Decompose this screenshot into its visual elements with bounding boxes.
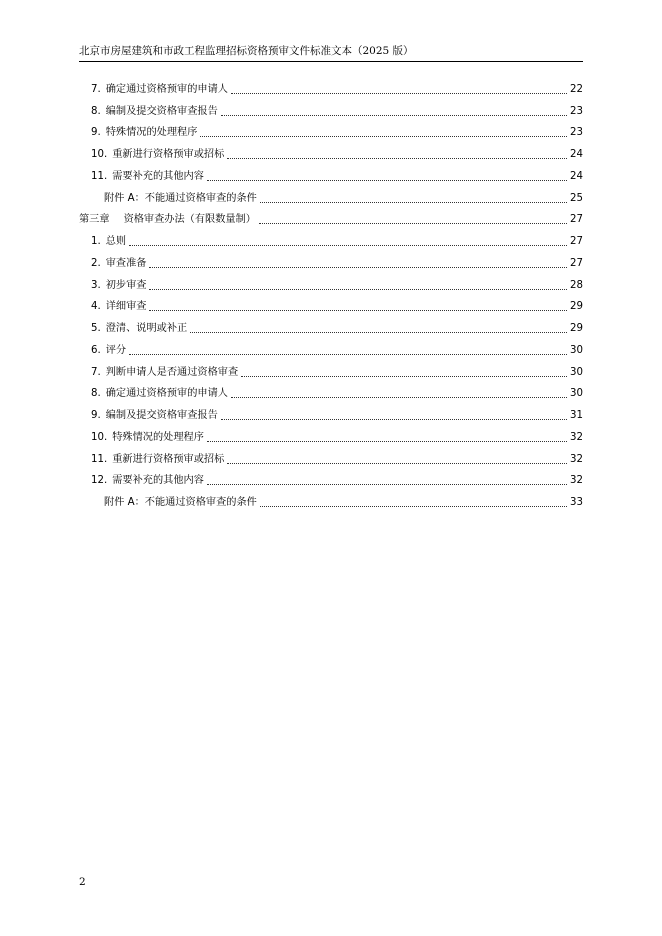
- toc-entry-title: 编制及提交资格审查报告: [105, 410, 218, 421]
- dot-leader: [129, 353, 567, 355]
- dot-leader: [149, 288, 567, 290]
- table-of-contents: [79, 75, 583, 510]
- toc-entry-page: 32: [570, 453, 583, 465]
- toc-entry-page: 32: [570, 475, 583, 487]
- toc-entry-page: 28: [570, 279, 583, 291]
- dot-leader: [260, 505, 567, 507]
- toc-entry-title: 特殊情况的处理程序: [112, 431, 204, 443]
- dot-leader: [260, 201, 567, 203]
- toc-entry[interactable]: [79, 271, 583, 293]
- toc-entry-page: 27: [570, 257, 583, 269]
- toc-entry[interactable]: [79, 488, 583, 510]
- toc-entry[interactable]: [79, 358, 583, 380]
- dot-leader: [149, 309, 567, 311]
- toc-entry[interactable]: [79, 97, 583, 119]
- toc-entry-number: 3.: [91, 279, 101, 291]
- toc-entry-page: 30: [570, 366, 583, 378]
- dot-leader: [231, 92, 567, 94]
- toc-entry-title: 附件 A：不能通过资格审查的条件: [104, 192, 257, 204]
- toc-entry-page: 22: [570, 83, 583, 95]
- toc-entry[interactable]: [79, 227, 583, 249]
- toc-entry[interactable]: [79, 467, 583, 489]
- toc-entry-title: 澄清、说明或补正: [105, 323, 188, 334]
- toc-entry-number: 7.: [91, 366, 101, 378]
- toc-entry[interactable]: [79, 423, 583, 445]
- toc-entry-title: 需要补充的其他内容: [112, 475, 204, 487]
- dot-leader: [227, 157, 567, 159]
- toc-entry-title: 初步审查: [105, 279, 147, 291]
- toc-entry-title: 需要补充的其他内容: [112, 170, 204, 182]
- toc-entry-page: 24: [570, 149, 583, 160]
- toc-entry[interactable]: [79, 206, 583, 228]
- toc-entry-page: 32: [570, 431, 583, 443]
- dot-leader: [241, 375, 567, 377]
- toc-entry-title: 确定通过资格预审的申请人: [105, 388, 228, 400]
- toc-entry-page: 30: [570, 388, 583, 400]
- toc-entry-title: 附件 A：不能通过资格审查的条件: [104, 497, 257, 508]
- toc-entry[interactable]: [79, 336, 583, 358]
- toc-entry[interactable]: [79, 184, 583, 206]
- toc-entry[interactable]: [79, 401, 583, 423]
- toc-entry-title: 审查准备: [105, 257, 147, 269]
- toc-entry-title: 特殊情况的处理程序: [105, 127, 198, 139]
- toc-entry-number: 9.: [91, 127, 101, 139]
- dot-leader: [129, 244, 567, 246]
- toc-entry-title: 详细审查: [105, 301, 147, 313]
- toc-entry-number: 1.: [91, 236, 101, 247]
- toc-entry-number: 9.: [91, 410, 101, 421]
- toc-entry[interactable]: [79, 445, 583, 467]
- toc-entry[interactable]: [79, 119, 583, 141]
- toc-entry-title: 总则: [105, 236, 127, 247]
- toc-entry-number: 5.: [91, 323, 101, 334]
- dot-leader: [207, 440, 567, 442]
- toc-entry-number: 6.: [91, 344, 101, 356]
- dot-leader: [231, 396, 567, 398]
- toc-entry[interactable]: [79, 75, 583, 97]
- toc-entry-number: 10.: [91, 431, 108, 443]
- toc-entry[interactable]: [79, 293, 583, 315]
- toc-entry-number: 10.: [91, 149, 108, 160]
- page-number: 2: [79, 876, 86, 888]
- toc-entry[interactable]: [79, 249, 583, 271]
- dot-leader: [221, 418, 567, 420]
- toc-entry-page: 25: [570, 192, 583, 204]
- dot-leader: [221, 114, 567, 116]
- dot-leader: [207, 179, 567, 181]
- toc-entry-page: 24: [570, 170, 583, 182]
- toc-entry-page: 29: [570, 301, 583, 313]
- toc-entry-page: 27: [570, 214, 583, 226]
- toc-entry-title: 确定通过资格预审的申请人: [105, 83, 228, 95]
- dot-leader: [190, 331, 567, 333]
- toc-entry-title: 重新进行资格预审或招标: [112, 149, 225, 160]
- toc-entry-page: 29: [570, 323, 583, 334]
- toc-entry-number: 8.: [91, 388, 101, 400]
- dot-leader: [200, 135, 567, 137]
- dot-leader: [259, 222, 567, 224]
- toc-entry-number: 11.: [91, 453, 108, 465]
- toc-entry-page: 33: [570, 497, 583, 508]
- toc-entry[interactable]: [79, 162, 583, 184]
- toc-entry-title: 资格审查办法（有限数量制）: [123, 214, 256, 226]
- dot-leader: [207, 483, 567, 485]
- toc-entry-number: 8.: [91, 105, 101, 117]
- toc-entry[interactable]: [79, 314, 583, 336]
- toc-entry-number: 11.: [91, 170, 108, 182]
- dot-leader: [149, 266, 567, 268]
- toc-entry-page: 27: [570, 236, 583, 247]
- toc-entry-title: 判断申请人是否通过资格审查: [105, 366, 239, 378]
- toc-entry-title: 编制及提交资格审查报告: [105, 105, 218, 117]
- toc-entry-number: 2.: [91, 257, 101, 269]
- toc-entry-title: 评分: [105, 344, 127, 356]
- toc-entry[interactable]: [79, 140, 583, 162]
- dot-leader: [227, 462, 567, 464]
- toc-entry-number: 12.: [91, 475, 108, 487]
- toc-entry-number: 第三章: [79, 214, 110, 226]
- toc-entry[interactable]: [79, 380, 583, 402]
- toc-entry-page: 23: [570, 127, 583, 139]
- toc-entry-number: 4.: [91, 301, 101, 313]
- page-header: 北京市房屋建筑和市政工程监理招标资格预审文件标准文本（2025 版）: [79, 44, 583, 62]
- toc-entry-title: 重新进行资格预审或招标: [112, 453, 225, 465]
- toc-entry-page: 31: [570, 410, 583, 421]
- toc-entry-number: 7.: [91, 83, 101, 95]
- toc-entry-page: 30: [570, 344, 583, 356]
- toc-entry-page: 23: [570, 105, 583, 117]
